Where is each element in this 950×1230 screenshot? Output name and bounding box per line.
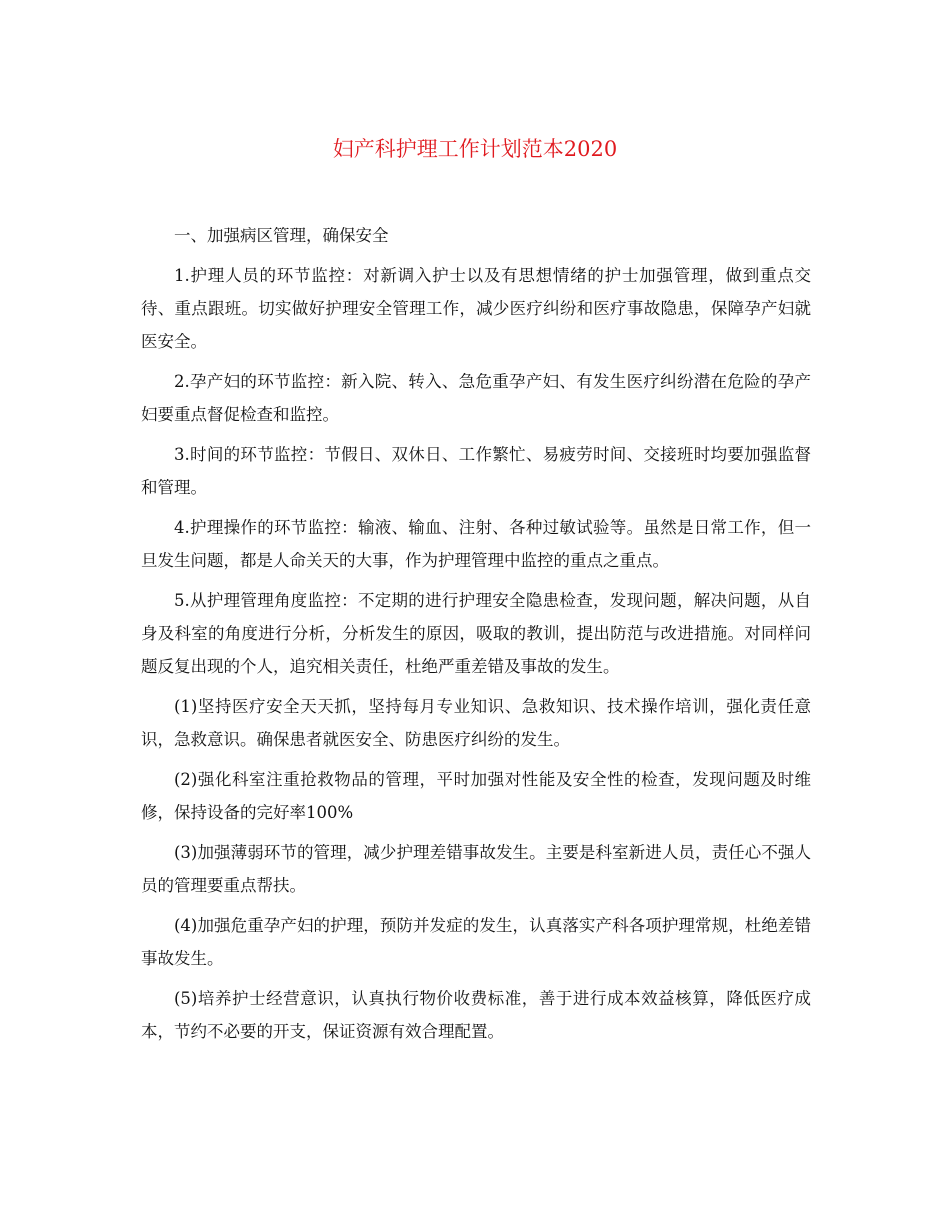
subitem-5: (5)培养护士经营意识，认真执行物价收费标准，善于进行成本效益核算，降低医疗成本，节约不必要的开支，保证资源有效合理配置。 xyxy=(141,989,811,1041)
subitem-3: (3)加强薄弱环节的管理，减少护理差错事故发生。主要是科室新进人员，责任心不强人员的管理要重点帮扶。 xyxy=(141,843,811,895)
paragraph-item-1: 1.护理人员的环节监控：对新调入护士以及有思想情绪的护士加强管理，做到重点交待、重点跟班。切实做好护理安全管理工作，减少医疗纠纷和医疗事故隐患，保障孕产妇就医安全。 xyxy=(141,266,811,351)
paragraph-item-5: 5.从护理管理角度监控：不定期的进行护理安全隐患检查，发现问题，解决问题，从自身及科室的角度进行分析，分析发生的原因，吸取的教训，提出防范与改进措施。对同样问题反复出现的个人，追究相关责任，杜绝严重差错及事故的发生。 xyxy=(141,591,811,676)
subitem-2: (2)强化科室注重抢救物品的管理，平时加强对性能及安全性的检查，发现问题及时维修，保持设备的完好率100% xyxy=(141,770,811,822)
paragraph-item-2: 2.孕产妇的环节监控：新入院、转入、急危重孕产妇、有发生医疗纠纷潜在危险的孕产妇要重点督促检查和监控。 xyxy=(141,372,811,424)
paragraph-item-4: 4.护理操作的环节监控：输液、输血、注射、各种过敏试验等。虽然是日常工作，但一旦发生问题，都是人命关天的大事，作为护理管理中监控的重点之重点。 xyxy=(141,518,811,570)
document-title: 妇产科护理工作计划范本2020 xyxy=(332,137,618,161)
paragraph-item-3: 3.时间的环节监控：节假日、双休日、工作繁忙、易疲劳时间、交接班时均要加强监督和管理。 xyxy=(141,445,811,497)
subitem-1: (1)坚持医疗安全天天抓，坚持每月专业知识、急救知识、技术操作培训，强化责任意识，急救意识。确保患者就医安全、防患医疗纠纷的发生。 xyxy=(141,697,811,749)
section-heading-1: 一、加强病区管理，确保安全 xyxy=(174,226,389,245)
subitem-4: (4)加强危重孕产妇的护理，预防并发症的发生，认真落实产科各项护理常规，杜绝差错事故发生。 xyxy=(141,916,811,968)
document-body xyxy=(141,219,811,1055)
